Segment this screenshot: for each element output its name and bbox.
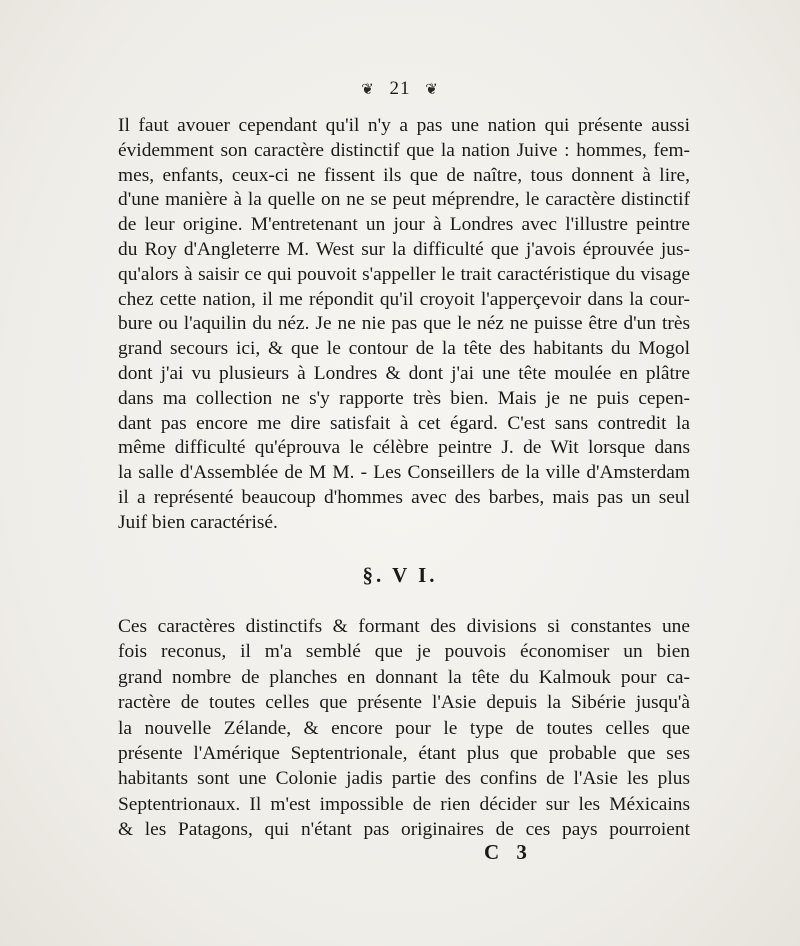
ornament-left-icon: ❦ [361, 80, 375, 98]
text-line: grand nombre de planches en donnant la tête du Kalmouk pour ca- [118, 666, 690, 688]
page-header [0, 78, 800, 100]
text-line: il a représenté beaucoup d'hommes avec des barbes, mais pas un seul [118, 486, 690, 508]
text-line: qu'alors à saisir ce qui pouvoit s'appeller le trait caractéristique du visage [118, 263, 690, 285]
text-line: de leur origine. M'entretenant un jour à Londres avec l'illustre peintre [118, 214, 690, 236]
text-line: ractère de toutes celles que présente l'Asie depuis la Sibérie jusqu'à [118, 692, 690, 714]
text-line: Septentrionaux. Il m'est impossible de rien décider sur les Méxicains [118, 793, 690, 815]
paragraph-1 [118, 114, 690, 536]
text-line: présente l'Amérique Septentrionale, étant plus que probable que ses [118, 743, 690, 765]
text-line: Il faut avouer cependant qu'il n'y a pas une nation qui présente aussi [118, 115, 690, 136]
section-heading: §. V I. [362, 563, 438, 587]
text-line: chez cette nation, il me répondit qu'il croyoit l'apperçevoir dans la cour- [118, 288, 690, 310]
text-line: la nouvelle Zélande, & encore pour le type de toutes celles que [118, 717, 690, 739]
paragraph-2 [118, 614, 690, 843]
printer-signature-mark: C 3 [484, 840, 533, 864]
text-line: grand secours ici, & que le contour de la tête des habitants du Mogol [118, 338, 690, 360]
text-line: dans ma collection ne s'y rapporte très bien. Mais je ne puis cepen- [118, 387, 690, 409]
text-line: & les Patagons, qui n'étant pas originaires de ces pays pourroient [118, 819, 690, 841]
text-line: dont j'ai vu plusieurs à Londres & dont j'ai une tête moulée en plâtre [118, 362, 690, 384]
text-line: d'une manière à la quelle on ne se peut méprendre, le caractère distinctif [118, 189, 690, 211]
text-line: fois reconus, il m'a semblé que je pouvois économiser un bien [118, 641, 690, 663]
ornament-right-icon: ❦ [425, 80, 439, 98]
text-line: habitants sont une Colonie jadis partie des confins de l'Asie les plus [118, 768, 690, 790]
text-line: bure ou l'aquilin du néz. Je ne nie pas que le néz ne puisse être d'un très [118, 313, 690, 335]
text-line: évidemment son caractère distinctif que la nation Juive : hommes, fem- [118, 139, 690, 161]
text-line: Ces caractères distinctifs & formant des divisions si constantes une [118, 616, 690, 637]
text-line: même difficulté qu'éprouva le célèbre peintre J. de Wit lorsque dans [118, 437, 690, 459]
page-number: 21 [389, 78, 411, 99]
text-line: Juif bien caractérisé. [118, 511, 278, 533]
text-line: la salle d'Assemblée de M M. - Les Conseillers de la ville d'Amsterdam [118, 462, 690, 484]
text-line: du Roy d'Angleterre M. West sur la difficulté que j'avois éprouvée jus- [118, 238, 690, 260]
text-line: mes, enfants, ceux-ci ne fissent ils que de naître, tous donnent à lire, [118, 164, 690, 186]
text-line: dant pas encore me dire satisfait à cet égard. C'est sans contredit la [118, 412, 690, 434]
